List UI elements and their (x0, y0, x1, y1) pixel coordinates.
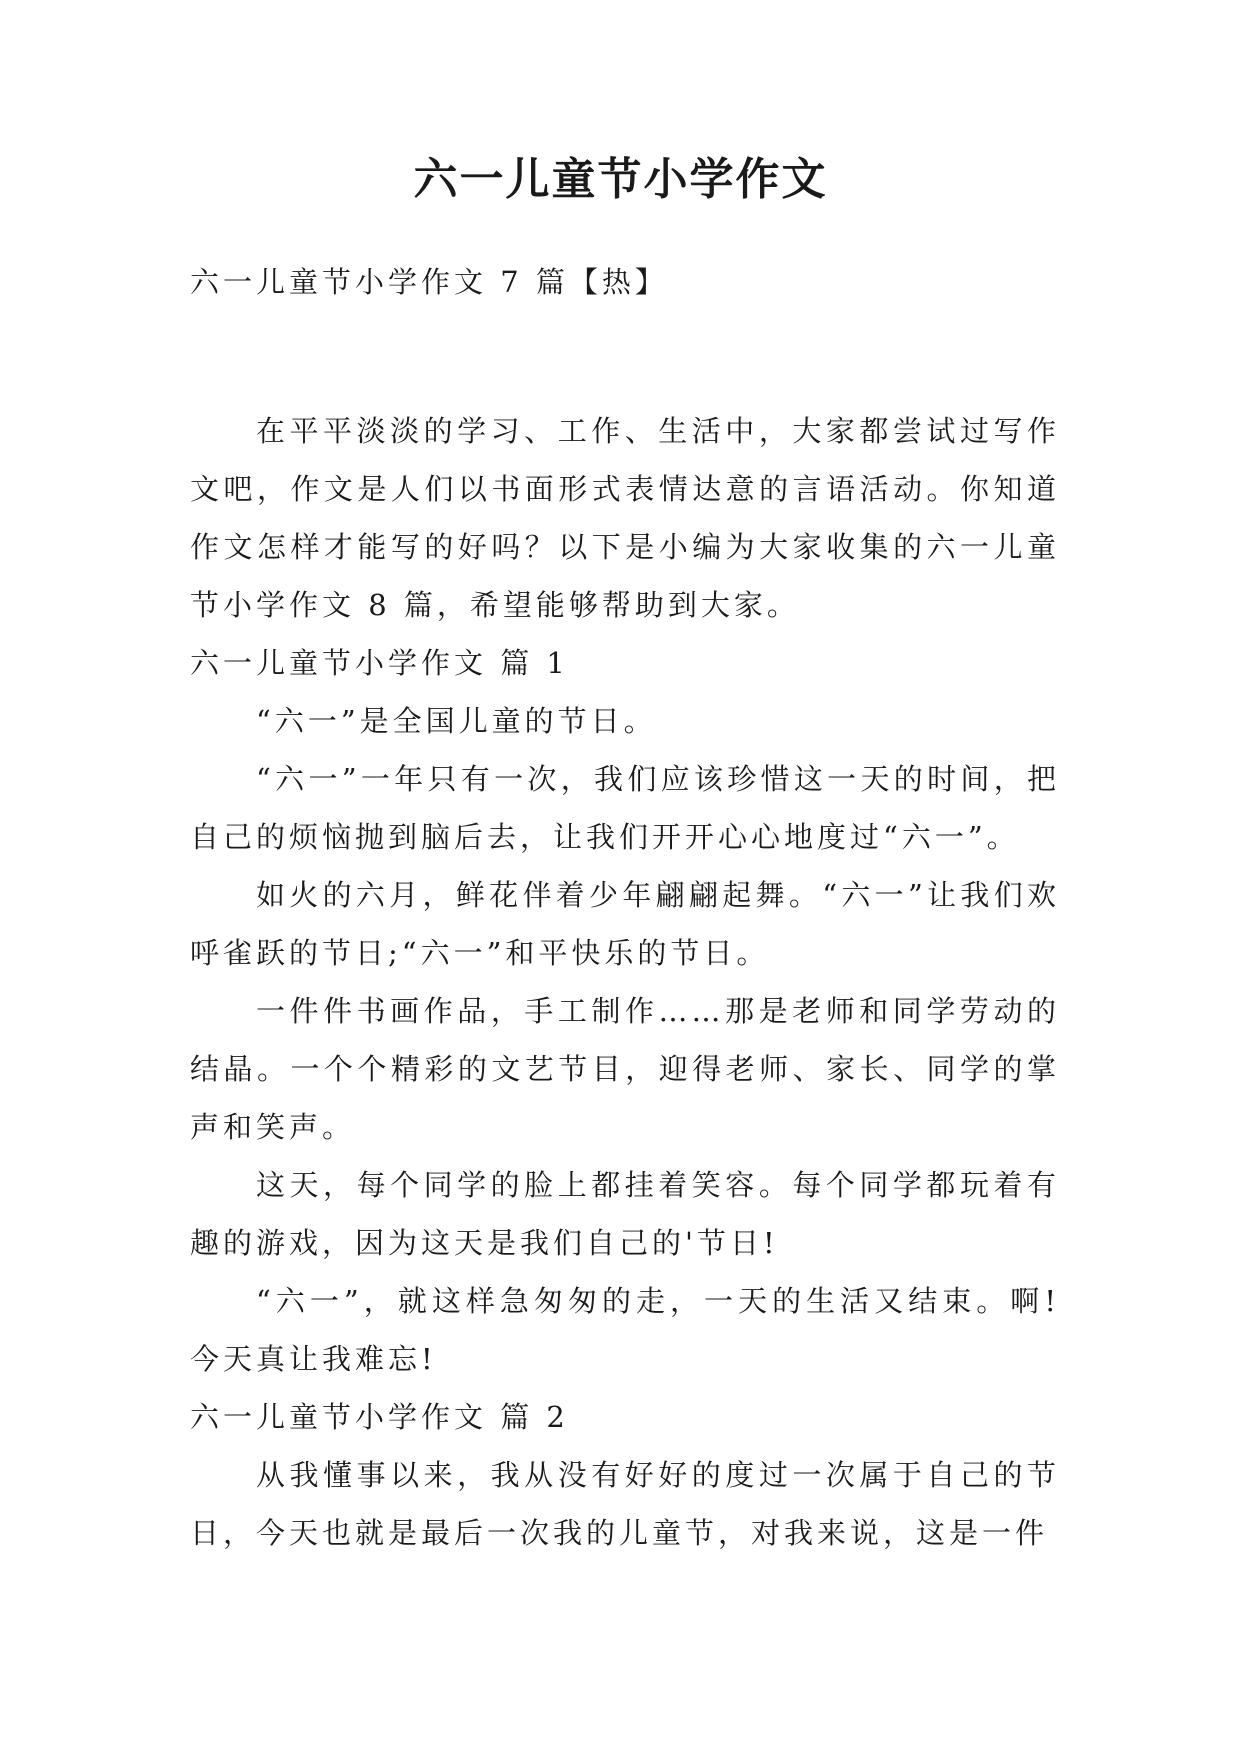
document-subtitle: 六一儿童节小学作文 7 篇【热】 (190, 265, 668, 299)
essay-1-paragraph: 这天，每个同学的脸上都挂着笑容。每个同学都玩着有趣的游戏，因为这天是我们自己的'节日! (190, 1168, 1060, 1260)
essay-1-paragraph: “六一”是全国儿童的节日。 (256, 704, 657, 738)
document-title: 六一儿童节小学作文 (413, 154, 828, 205)
essay-1-paragraph: “六一”，就这样急匆匆的走，一天的生活又结束。啊!今天真让我难忘! (190, 1284, 1060, 1376)
essay-1-paragraph: 一件件书画作品，手工制作……那是老师和同学劳动的结晶。一个个精彩的文艺节目，迎得老师、家长、同学的掌声和笑声。 (190, 994, 1060, 1144)
intro-paragraph: 在平平淡淡的学习、工作、生活中，大家都尝试过写作文吧，作文是人们以书面形式表情达意的言语活动。你知道作文怎样才能写的好吗？以下是小编为大家收集的六一儿童节小学作文 8 篇，希望能够帮助到大家。 (190, 414, 1060, 622)
document-body (190, 402, 1060, 1562)
essay-1-paragraph: “六一”一年只有一次，我们应该珍惜这一天的时间，把自己的烦恼抛到脑后去，让我们开开心心地度过“六一”。 (190, 762, 1060, 854)
essay-2-paragraph: 从我懂事以来，我从没有好好的度过一次属于自己的节日，今天也就是最后一次我的儿童节，对我来说，这是一件 (190, 1458, 1060, 1550)
essay-1-heading: 六一儿童节小学作文 篇 1 (190, 646, 569, 680)
essay-2-heading: 六一儿童节小学作文 篇 2 (190, 1400, 569, 1434)
essay-1-paragraph: 如火的六月，鲜花伴着少年翩翩起舞。“六一”让我们欢呼雀跃的节日;“六一”和平快乐的节日。 (190, 878, 1060, 970)
